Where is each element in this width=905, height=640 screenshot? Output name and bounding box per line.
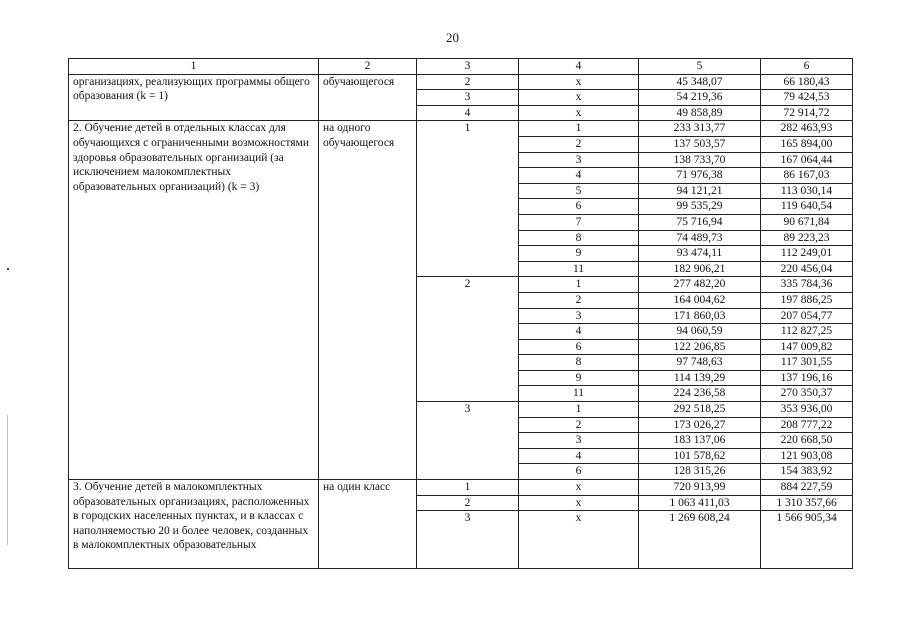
norm-cell: 171 860,03 bbox=[639, 308, 761, 324]
class-cell: 4 bbox=[519, 324, 639, 340]
norm-cell: 292 518,25 bbox=[639, 402, 761, 418]
class-cell: 2 bbox=[519, 292, 639, 308]
class-cell: 9 bbox=[519, 246, 639, 262]
norm-cell: 335 784,36 bbox=[761, 277, 853, 293]
norm-cell: 99 535,29 bbox=[639, 199, 761, 215]
norm-cell: 86 167,03 bbox=[761, 168, 853, 184]
column-header: 2 bbox=[319, 59, 417, 75]
norm-cell: 121 903,08 bbox=[761, 448, 853, 464]
norm-cell: 89 223,23 bbox=[761, 230, 853, 246]
column-header: 4 bbox=[519, 59, 639, 75]
norm-cell: 71 976,38 bbox=[639, 168, 761, 184]
norm-cell: 167 064,44 bbox=[761, 152, 853, 168]
norm-cell: 113 030,14 bbox=[761, 183, 853, 199]
norm-cell: 54 219,36 bbox=[639, 90, 761, 106]
norm-cell: 75 716,94 bbox=[639, 214, 761, 230]
norm-cell: 197 886,25 bbox=[761, 292, 853, 308]
class-cell: 3 bbox=[519, 152, 639, 168]
norm-cell: 128 315,26 bbox=[639, 464, 761, 480]
class-cell: 4 bbox=[519, 168, 639, 184]
group-value: 3 bbox=[417, 90, 519, 106]
norm-cell: 884 227,59 bbox=[761, 480, 853, 496]
norm-cell: 208 777,22 bbox=[761, 417, 853, 433]
group-value: 4 bbox=[417, 105, 519, 121]
column-header: 5 bbox=[639, 59, 761, 75]
norm-cell: 147 009,82 bbox=[761, 339, 853, 355]
class-cell: 5 bbox=[519, 183, 639, 199]
group-value: 1 bbox=[417, 480, 519, 496]
norm-cell: 137 503,57 bbox=[639, 136, 761, 152]
class-cell: 11 bbox=[519, 261, 639, 277]
class-cell: х bbox=[519, 90, 639, 106]
column-header: 1 bbox=[69, 59, 319, 75]
group-value: 3 bbox=[417, 402, 519, 480]
scan-edge-line bbox=[7, 415, 8, 545]
norm-cell: 72 914,72 bbox=[761, 105, 853, 121]
norm-cell: 138 733,70 bbox=[639, 152, 761, 168]
table-header-row bbox=[69, 59, 853, 75]
norm-cell: 94 060,59 bbox=[639, 324, 761, 340]
norm-cell: 49 858,89 bbox=[639, 105, 761, 121]
norm-cell: 119 640,54 bbox=[761, 199, 853, 215]
class-cell: 3 bbox=[519, 308, 639, 324]
class-cell: 7 bbox=[519, 214, 639, 230]
group-value: 3 bbox=[417, 511, 519, 569]
norm-cell: 1 566 905,34 bbox=[761, 511, 853, 569]
norm-cell: 90 671,84 bbox=[761, 214, 853, 230]
norm-cell: 154 383,92 bbox=[761, 464, 853, 480]
norm-cell: 220 668,50 bbox=[761, 433, 853, 449]
section-description: 3. Обучение детей в малокомплектных образовательных организациях, расположенных в городских населенных пунктах, и в классах с наполняемостью 20 и более человек, созданных в малокомплектных образовательных bbox=[69, 480, 319, 569]
class-cell: 1 bbox=[519, 277, 639, 293]
class-cell: 4 bbox=[519, 448, 639, 464]
norm-cell: 117 301,55 bbox=[761, 355, 853, 371]
norm-cell: 224 236,58 bbox=[639, 386, 761, 402]
class-cell: 9 bbox=[519, 370, 639, 386]
section-unit: на одного обучающегося bbox=[319, 121, 417, 480]
norm-cell: 183 137,06 bbox=[639, 433, 761, 449]
class-cell: х bbox=[519, 511, 639, 569]
class-cell: 6 bbox=[519, 464, 639, 480]
class-cell: х bbox=[519, 480, 639, 496]
table-row bbox=[69, 121, 853, 137]
norm-cell: 97 748,63 bbox=[639, 355, 761, 371]
class-cell: 8 bbox=[519, 355, 639, 371]
norm-cell: 1 063 411,03 bbox=[639, 495, 761, 511]
norm-cell: 164 004,62 bbox=[639, 292, 761, 308]
norm-cell: 720 913,99 bbox=[639, 480, 761, 496]
class-cell: 2 bbox=[519, 136, 639, 152]
section-description: организациях, реализующих программы общего образования (k = 1) bbox=[69, 74, 319, 121]
norm-cell: 114 139,29 bbox=[639, 370, 761, 386]
norm-cell: 282 463,93 bbox=[761, 121, 853, 137]
norm-cell: 79 424,53 bbox=[761, 90, 853, 106]
class-cell: 11 bbox=[519, 386, 639, 402]
norm-cell: 122 206,85 bbox=[639, 339, 761, 355]
table-body bbox=[69, 59, 853, 569]
class-cell: 3 bbox=[519, 433, 639, 449]
class-cell: 1 bbox=[519, 402, 639, 418]
norm-cell: 93 474,11 bbox=[639, 246, 761, 262]
norm-cell: 207 054,77 bbox=[761, 308, 853, 324]
norm-cell: 277 482,20 bbox=[639, 277, 761, 293]
table-row bbox=[69, 74, 853, 90]
class-cell: 6 bbox=[519, 339, 639, 355]
norm-cell: 220 456,04 bbox=[761, 261, 853, 277]
norm-cell: 137 196,16 bbox=[761, 370, 853, 386]
group-value: 2 bbox=[417, 74, 519, 90]
column-header: 3 bbox=[417, 59, 519, 75]
group-value: 2 bbox=[417, 495, 519, 511]
cost-norms-table bbox=[68, 58, 853, 569]
section-unit: на один класс bbox=[319, 480, 417, 569]
norm-cell: 173 026,27 bbox=[639, 417, 761, 433]
norm-cell: 45 348,07 bbox=[639, 74, 761, 90]
group-value: 1 bbox=[417, 121, 519, 277]
class-cell: 1 bbox=[519, 121, 639, 137]
norm-cell: 101 578,62 bbox=[639, 448, 761, 464]
norm-cell: 112 827,25 bbox=[761, 324, 853, 340]
class-cell: х bbox=[519, 105, 639, 121]
class-cell: х bbox=[519, 74, 639, 90]
page-number: 20 bbox=[446, 30, 459, 45]
scan-mark bbox=[7, 268, 9, 270]
column-header: 6 bbox=[761, 59, 853, 75]
norm-cell: 182 906,21 bbox=[639, 261, 761, 277]
class-cell: 6 bbox=[519, 199, 639, 215]
section-unit: обучающегося bbox=[319, 74, 417, 121]
class-cell: х bbox=[519, 495, 639, 511]
class-cell: 8 bbox=[519, 230, 639, 246]
norm-cell: 74 489,73 bbox=[639, 230, 761, 246]
norm-cell: 1 310 357,66 bbox=[761, 495, 853, 511]
norm-cell: 94 121,21 bbox=[639, 183, 761, 199]
table-row bbox=[69, 480, 853, 496]
class-cell: 2 bbox=[519, 417, 639, 433]
section-description: 2. Обучение детей в отдельных классах для обучающихся с ограниченными возможностями здоровья образовательных организаций (за исключением малокомплектных образовательных организаций) (k = 3) bbox=[69, 121, 319, 480]
norm-cell: 1 269 608,24 bbox=[639, 511, 761, 569]
norm-cell: 353 936,00 bbox=[761, 402, 853, 418]
norm-cell: 165 894,00 bbox=[761, 136, 853, 152]
norm-cell: 66 180,43 bbox=[761, 74, 853, 90]
norm-cell: 112 249,01 bbox=[761, 246, 853, 262]
norm-cell: 270 350,37 bbox=[761, 386, 853, 402]
norm-cell: 233 313,77 bbox=[639, 121, 761, 137]
group-value: 2 bbox=[417, 277, 519, 402]
